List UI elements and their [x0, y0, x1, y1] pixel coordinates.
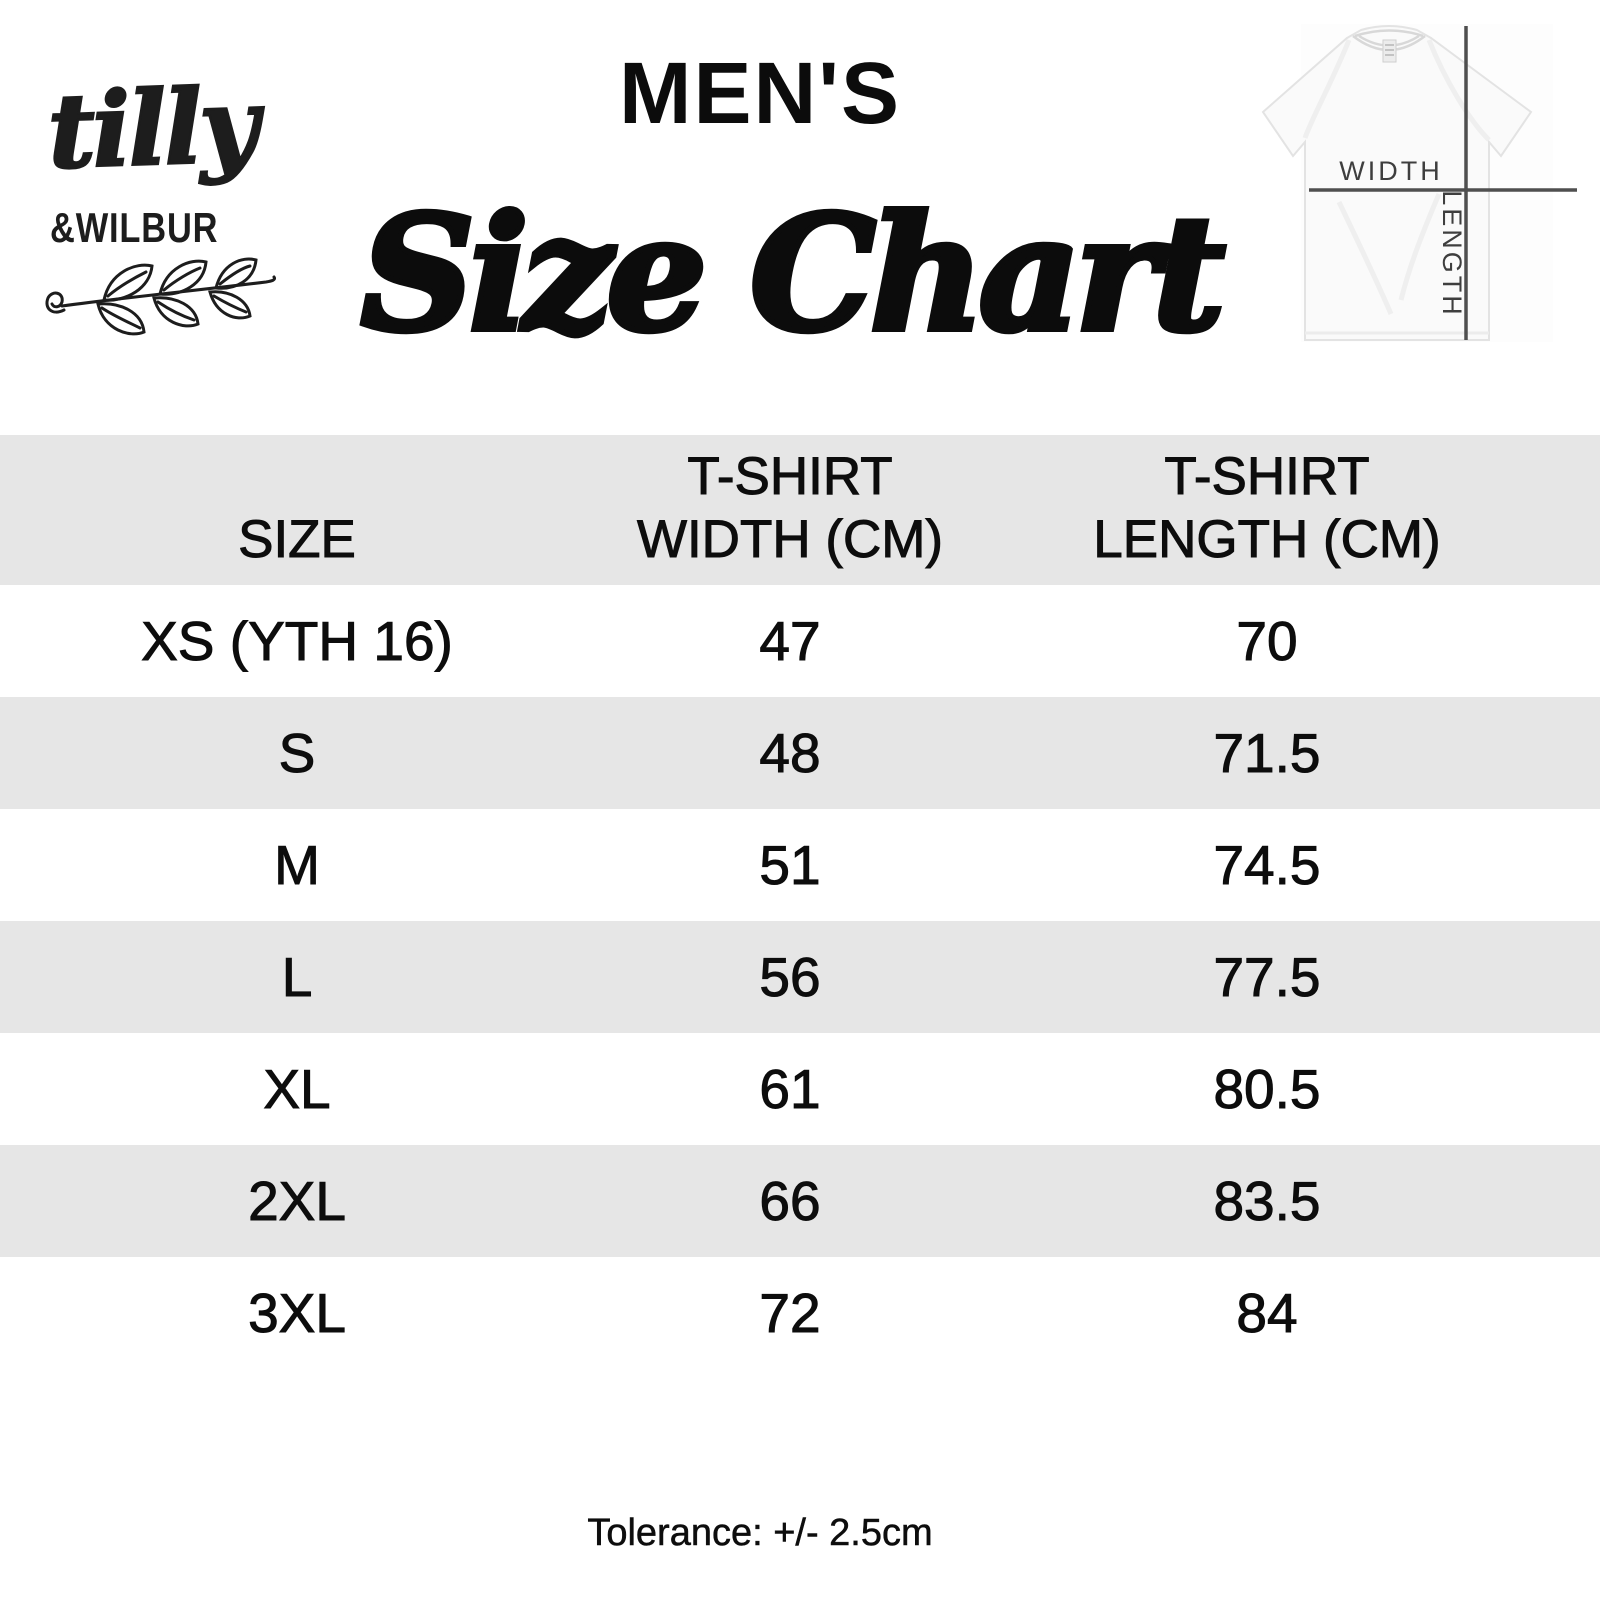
size-value: XS (YTH 16)	[141, 610, 453, 672]
table-body	[0, 585, 1600, 1369]
size-value: XL	[263, 1058, 331, 1120]
column-header-width-line1: T-SHIRT	[687, 447, 893, 506]
category-heading: MEN'S	[618, 45, 902, 142]
length-value: 83.5	[1213, 1170, 1321, 1232]
size-table	[0, 435, 1600, 1369]
neck-tag	[1383, 40, 1396, 62]
length-value: 70	[1236, 610, 1298, 672]
brand-name-caps: &WILBUR	[50, 204, 219, 251]
width-value: 72	[759, 1282, 821, 1344]
table-row	[0, 1145, 1600, 1257]
column-header-width-line2: WIDTH (CM)	[636, 510, 944, 569]
size-value: S	[278, 722, 316, 784]
length-value: 80.5	[1213, 1058, 1321, 1120]
length-value: 84	[1236, 1282, 1298, 1344]
table-row	[0, 921, 1600, 1033]
length-value: 71.5	[1213, 722, 1321, 784]
width-value: 48	[759, 722, 821, 784]
brand-name-script: tilly	[45, 65, 258, 193]
length-value: 77.5	[1213, 946, 1321, 1008]
size-value: M	[274, 834, 320, 896]
width-value: 47	[759, 610, 821, 672]
width-value: 56	[759, 946, 821, 1008]
column-header-length	[986, 445, 1548, 571]
table-header-row	[0, 435, 1600, 585]
width-value: 51	[759, 834, 821, 896]
table-row	[0, 1033, 1600, 1145]
table-row	[0, 809, 1600, 921]
size-value: 2XL	[248, 1170, 346, 1232]
column-header-length-line1: T-SHIRT	[1164, 447, 1370, 506]
column-header-length-line2: LENGTH (CM)	[1093, 510, 1441, 569]
table-row	[0, 585, 1600, 697]
column-header-size: SIZE	[238, 510, 356, 569]
size-value: 3XL	[248, 1282, 346, 1344]
length-label: LENGTH	[1437, 190, 1467, 318]
size-value: L	[281, 946, 313, 1008]
length-value: 74.5	[1213, 834, 1321, 896]
tolerance-note: Tolerance: +/- 2.5cm	[587, 1512, 933, 1554]
column-header-width	[594, 445, 986, 571]
tshirt-diagram	[1243, 22, 1578, 344]
table-row	[0, 697, 1600, 809]
page-title: Size Chart	[360, 182, 1220, 367]
width-value: 61	[759, 1058, 821, 1120]
width-value: 66	[759, 1170, 821, 1232]
width-label: WIDTH	[1339, 156, 1443, 186]
table-row	[0, 1257, 1600, 1369]
